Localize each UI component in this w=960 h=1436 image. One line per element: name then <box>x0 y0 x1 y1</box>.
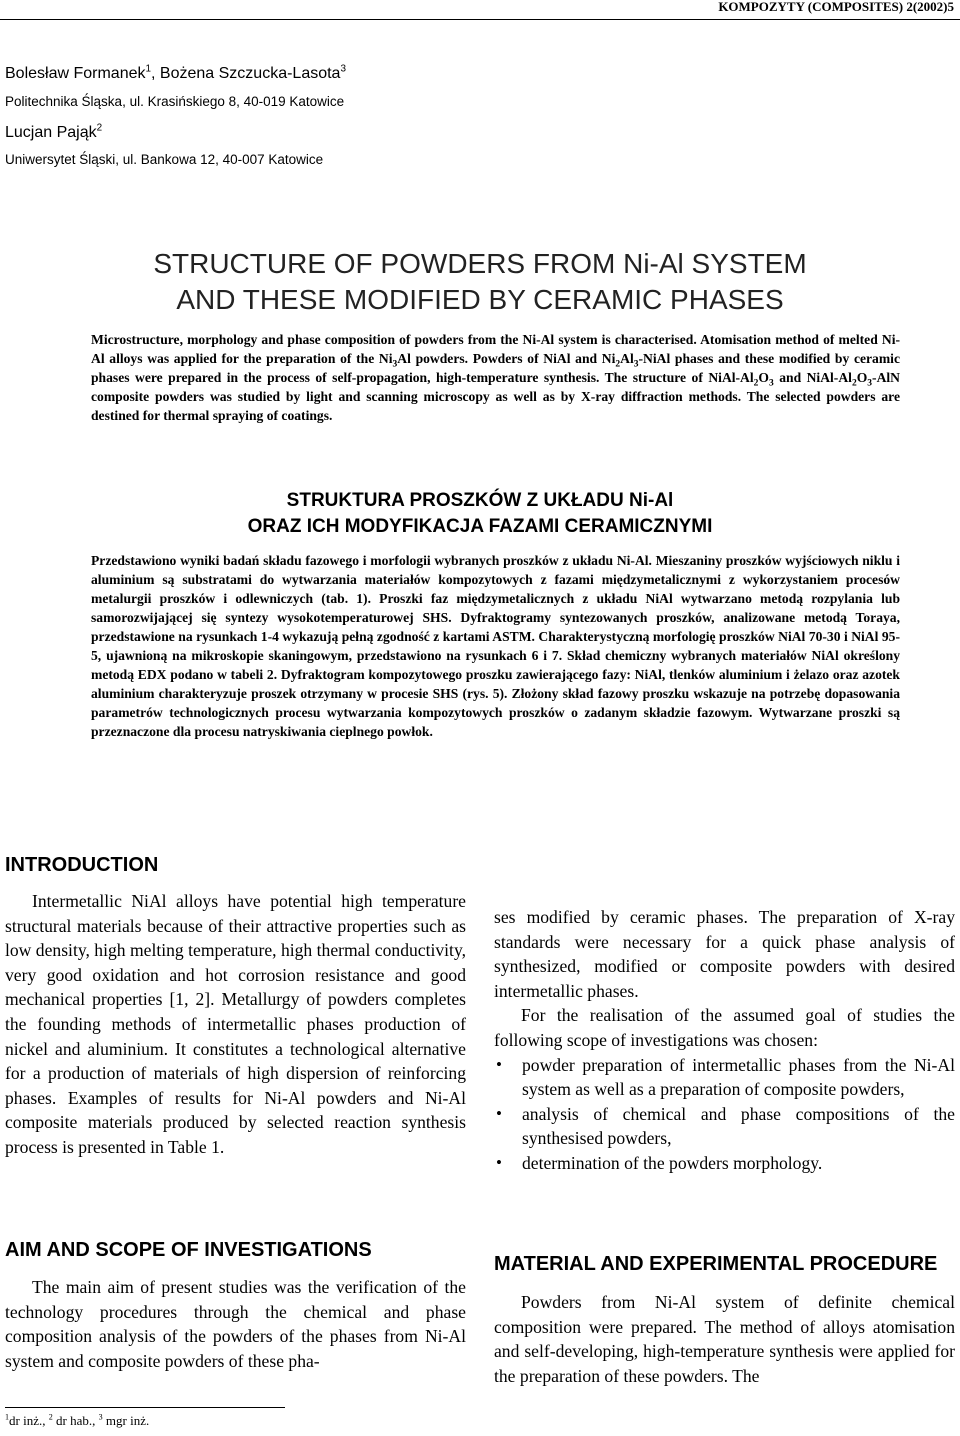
paper-title-line: STRUCTURE OF POWDERS FROM Ni-Al SYSTEM <box>153 248 807 279</box>
material-paragraph: Powders from Ni-Al system of definite chemical composition were prepared. The method of alloys atomisation and self-developing, high-temperature synthesis were applied for the preparation of these powders. The <box>494 1292 955 1386</box>
journal-header <box>0 0 960 20</box>
right-column-body <box>494 905 955 1176</box>
author-name: Bolesław Formanek <box>5 65 146 82</box>
aim-paragraph: The main aim of present studies was the verification of the technology procedures through the chemical and phase composition analysis of the powders of the phases from Ni-Al system and composite powders of these pha- <box>5 1277 466 1371</box>
introduction-body <box>5 889 466 1160</box>
material-body <box>494 1290 955 1388</box>
paper-title-pl-line: ORAZ ICH MODYFIKACJA FAZAMI CERAMICZNYMI <box>247 516 713 537</box>
aim-body <box>5 1275 466 1373</box>
author-footnote-mark: 3 <box>340 63 346 75</box>
list-item: • determination of the powders morphology. <box>494 1151 955 1176</box>
footnote: $^1$dr inż., $^2$ dr hab., $^3$ mgr inż. <box>5 1412 150 1428</box>
abstract-en <box>91 330 900 425</box>
list-item: • powder preparation of intermetallic phases from the Ni-Al system as well as a preparation of composite powders, <box>494 1053 955 1102</box>
author-footnote-mark: 2 <box>96 122 103 134</box>
paper-title-line: AND THESE MODIFIED BY CERAMIC PHASES <box>176 284 784 315</box>
continuation-paragraph: ses modified by ceramic phases. The preparation of X-ray standards were necessary for a quick phase analysis of synthesized, modified or composite powders with desired intermetallic phases. <box>494 907 955 1001</box>
author-line-1 <box>5 64 346 84</box>
abstract-pl-text: Przedstawiono wyniki badań składu fazowego i morfologii wybranych proszków z układu Ni-Al. Mieszaniny proszków wyjściowych niklu i aluminium są substratami do wytwarzania materiałów kompozytowych z fazami międzymetalicznymi z wykorzystaniem procesów metalurgii proszków i odlewniczych (tab. 1). Proszki faz międzymetalicznych z układu NiAl wytwarzano metodą rozpylania lub samorozwijającej się syntezy wysokotemperaturowej SHS. Dyfraktogramy syntezowanych proszków, analizowane metodą Toraya, przedstawione na rysunkach 1-4 wykazują pełną zgodność z kartami ASTM. Charakterystyczną morfologię proszków NiAl 70-30 i NiAl 95-5, ujawnioną na mikroskopie skaningowym, przedstawiono na rysunkach 6 i 7. Skład chemiczny wybranych materiałów NiAl określony metodą EDX podano w tabeli 2. Dyfraktogram kompozytowego proszku zawierającego fazy: NiAl, tlenków aluminium i żelazo oraz azotek aluminium charakteryzuje proszek otrzymany w procesie SHS (rys. 5). Złożony skład fazowy proszku wskazuje na potrzebę dopasowania parametrów technologicznych procesu wytwarzania kompozytowych proszków o zadanym składzie fazowym. Wytwarzane proszki są przeznaczone dla procesu natryskiwania cieplnego powłok. <box>91 553 900 739</box>
journal-header-text: KOMPOZYTY (COMPOSITES) 2(2002)5 <box>718 0 954 14</box>
paper-title-pl-line: STRUKTURA PROSZKÓW Z UKŁADU Ni-Al <box>286 490 674 511</box>
author-affiliation-1: Politechnika Śląska, ul. Krasińskiego 8, 40-019 Katowice <box>5 94 345 109</box>
section-heading-material: MATERIAL AND EXPERIMENTAL PROCEDURE <box>494 1253 938 1275</box>
introduction-paragraph: Intermetallic NiAl alloys have potential high temperature structural materials because of their attractive properties such as low density, high melting temperature, high thermal conductivity, very good oxidation and hot corrosion resistance and good mechanical properties [1, 2]. Metallurgy of powders completes the founding methods of intermetallic phases production of nickel and aluminium. It constitutes a technological alternative for a production of materials of high dispersion of reinforcing phases. Examples of results for Ni-Al powders and Ni-Al composite materials produced by selected reaction synthesis process is presented in Table 1. <box>5 891 466 1157</box>
scope-list <box>494 1053 955 1176</box>
section-heading-introduction: INTRODUCTION <box>5 854 159 876</box>
author-line-2 <box>5 123 102 143</box>
list-item: • analysis of chemical and phase compositions of the synthesised powders, <box>494 1102 955 1151</box>
author-separator: , <box>151 65 160 82</box>
author-footnote-mark: 1 <box>145 63 152 75</box>
abstract-en-text: Microstructure, morphology and phase composition of powders from the Ni-Al system is characterised. Atomisation method of melted Ni-Al alloys was applied for the preparation of the $Ni_3Al$ powders. Powders of NiAl and $Ni_2Al_3$-NiAl phases and these modified by ceramic phases were prepared in the process of self-propagation, high-temperature synthesis. The structure of NiAl-$Al_2O_3$ and NiAl-$Al_2O_3$-AlN composite powders was studied by light and scanning microscopy as well as by X-ray diffraction methods. The selected powders are destined for thermal spraying of coatings. <box>91 332 900 423</box>
author-affiliation-2: Uniwersytet Śląski, ul. Bankowa 12, 40-007 Katowice <box>5 152 324 167</box>
footnote-divider <box>5 1407 285 1408</box>
author-name: Bożena Szczucka-Lasota <box>159 65 341 82</box>
author-name: Lucjan Pająk <box>5 124 97 141</box>
abstract-pl <box>91 551 900 741</box>
section-heading-aim: AIM AND SCOPE OF INVESTIGATIONS <box>5 1239 372 1261</box>
scope-paragraph: For the realisation of the assumed goal of studies the following scope of investigations was chosen: <box>494 1005 955 1050</box>
paper-title-pl <box>0 488 960 540</box>
paper-title <box>0 246 960 318</box>
